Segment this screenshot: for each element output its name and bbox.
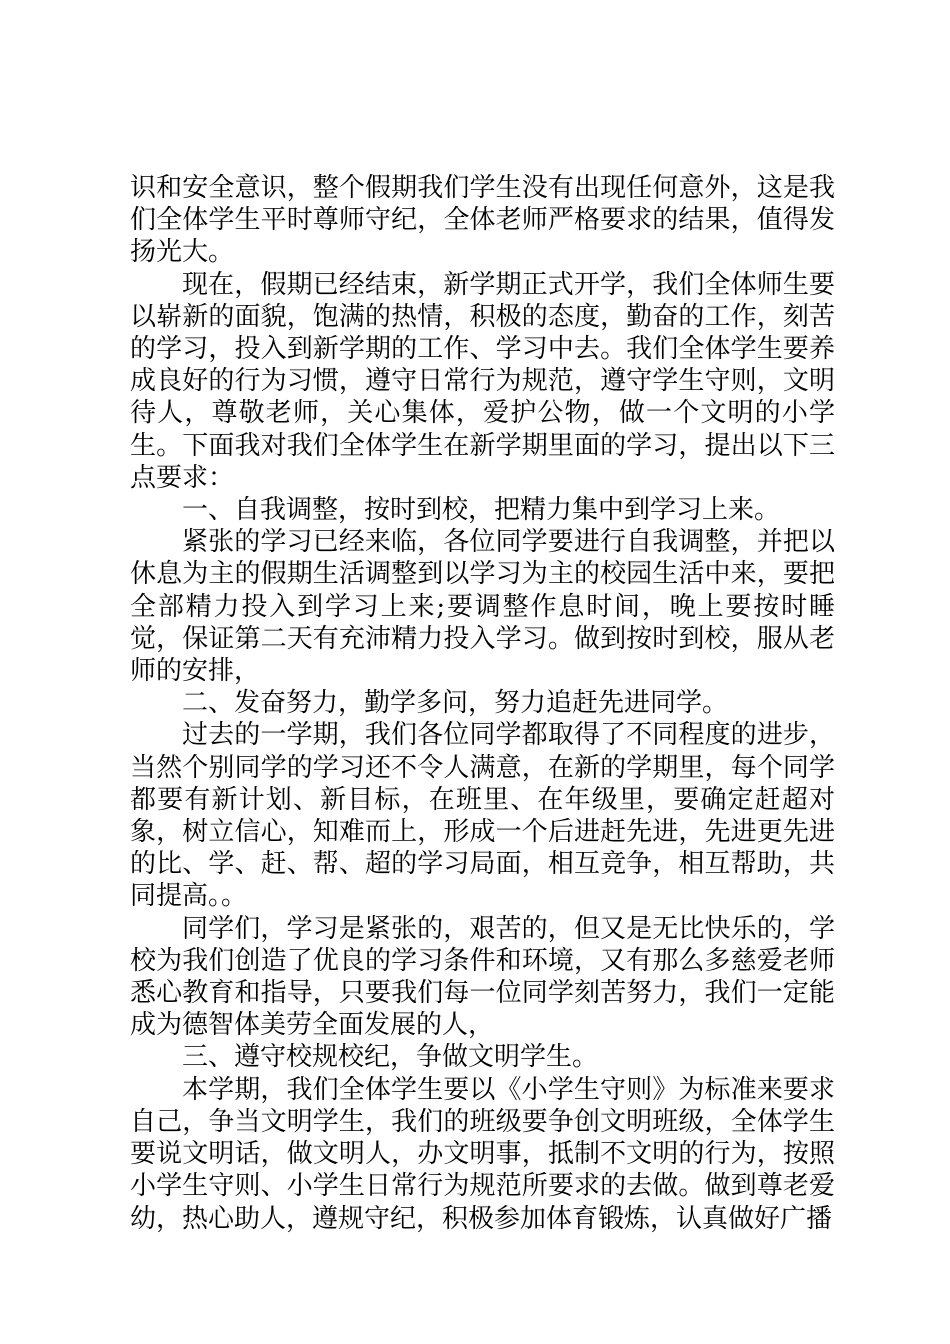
paragraph-3: 紧张的学习已经来临，各位同学要进行自我调整，并把以休息为主的假期生活调整到以学习为主的校园生活中来，要把全部精力投入到学习上来;要调整作息时间，晚上要按时睡觉，保证第二天有充沛精力投入学习。做到按时到校，服从老师的安排，: [130, 527, 835, 687]
paragraph-5: 同学们，学习是紧张的，艰苦的，但又是无比快乐的，学校为我们创造了优良的学习条件和环境，又有那么多慈爱老师悉心教育和指导，只要我们每一位同学刻苦努力，我们一定能成为德智体美劳全面发展的人，: [130, 913, 835, 1041]
section-heading-3: 三、遵守校规校纪，争做文明学生。: [182, 1042, 599, 1073]
paragraph-6: 本学期，我们全体学生要以《小学生守则》为标准来要求自己，争当文明学生，我们的班级要争创文明班级，全体学生要说文明话，做文明人，办文明事，抵制不文明的行为，按照小学生守则、小学生日常行为规范所要求的去做。做到尊老爱幼，热心助人，遵规守纪，积极参加体育锻炼，认真做好广播: [130, 1074, 835, 1234]
paragraph-2: 现在，假期已经结束，新学期正式开学，我们全体师生要以崭新的面貌，饱满的热情，积极的态度，勤奋的工作，刻苦的学习，投入到新学期的工作、学习中去。我们全体学生要养成良好的行为习惯，遵守日常行为规范，遵守学生守则，文明待人，尊敬老师，关心集体，爱护公物，做一个文明的小学生。下面我对我们全体学生在新学期里面的学习，提出以下三点要求：: [130, 269, 835, 493]
section-heading-2: 二、发奋努力，勤学多问，努力追赶先进同学。: [182, 688, 729, 719]
paragraph-1: 识和安全意识，整个假期我们学生没有出现任何意外，这是我们全体学生平时尊师守纪，全体老师严格要求的结果，值得发扬光大。: [130, 173, 835, 268]
paragraph-4: 过去的一学期，我们各位同学都取得了不同程度的进步，当然个别同学的学习还不令人满意，在新的学期里，每个同学都要有新计划、新目标，在班里、在年级里，要确定赶超对象，树立信心，知难而上，形成一个后进赶先进，先进更先进的比、学、赶、帮、超的学习局面，相互竞争，相互帮助，共同提高。。: [130, 720, 835, 912]
document-body: [130, 172, 835, 1235]
section-heading-1: 一、自我调整，按时到校，把精力集中到学习上来。: [182, 495, 781, 526]
